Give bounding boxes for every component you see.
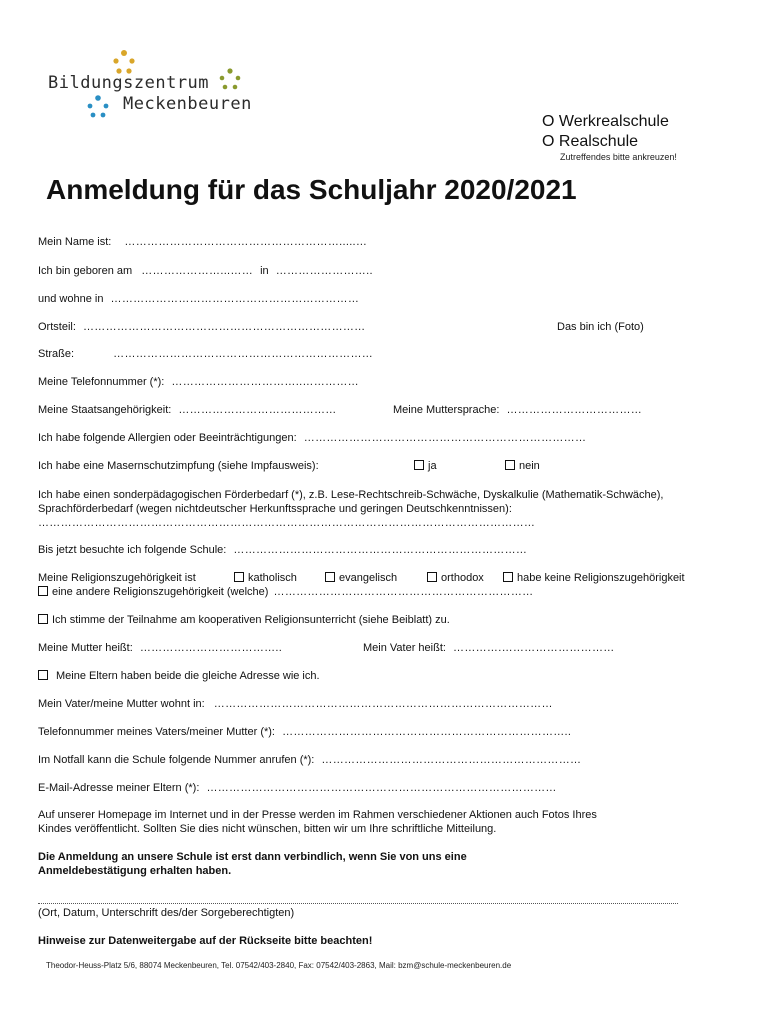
father-field[interactable]: ………….………………………… <box>453 642 615 654</box>
logo-figure-blue-icon <box>83 93 113 121</box>
name-label: Mein Name ist: <box>38 236 112 248</box>
religion-other-checkbox[interactable] <box>38 586 48 596</box>
street-field[interactable]: …………………………………………………………… <box>113 348 374 360</box>
religion-none-label: habe keine Religionszugehörigkeit <box>517 572 685 584</box>
father-label: Mein Vater heißt: <box>363 642 446 654</box>
data-notice: Hinweise zur Datenweitergabe auf der Rückseite bitte beachten! <box>38 935 373 947</box>
mother-tongue-label: Meine Muttersprache: <box>393 404 500 416</box>
district-field[interactable]: ………………………………………………………………… <box>82 321 366 333</box>
religion-other-label: eine andere Religionszugehörigkeit (welche) <box>52 586 269 598</box>
allergies-label: Ich habe folgende Allergien oder Beeinträchtigungen: <box>38 432 297 444</box>
logo-line1: Bildungszentrum <box>48 73 210 93</box>
coop-religion-checkbox[interactable] <box>38 614 48 624</box>
mother-label: Meine Mutter heißt: <box>38 642 133 654</box>
mother-tongue-row[interactable] <box>393 404 642 416</box>
phone-row[interactable] <box>38 376 359 388</box>
religion-protestant-label: evangelisch <box>339 572 398 584</box>
parent-phone-label: Telefonnummer meines Vaters/meiner Mutter (*): <box>38 726 275 738</box>
parent-phone-row[interactable] <box>38 726 571 738</box>
religion-other-option[interactable] <box>38 586 533 598</box>
religion-catholic-option[interactable] <box>234 572 297 584</box>
same-address-label: Meine Eltern haben beide die gleiche Adresse wie ich. <box>56 670 320 682</box>
logo-line2: Meckenbeuren <box>123 94 252 114</box>
coop-religion-option[interactable] <box>38 614 450 626</box>
special-needs-text: Ich habe einen sonderpädagogischen Förderbedarf (*), z.B. Lese-Rechtschreib-Schwäche, Dyskalkulie (Mathematik-Schwäche), Sprachförderbedarf (wegen nichtdeutscher Herkunftssprache und geringen Deutschkenntnissen): <box>38 489 664 515</box>
district-label: Ortsteil: <box>38 321 76 333</box>
birthdate-field[interactable]: …………………...…… <box>141 265 254 277</box>
signature-label: (Ort, Datum, Unterschrift des/der Sorgeberechtigten) <box>38 907 295 919</box>
street-label: Straße: <box>38 348 75 360</box>
email-row[interactable] <box>38 782 557 794</box>
parent-address-label: Mein Vater/meine Mutter wohnt in: <box>38 698 205 710</box>
religion-protestant-option[interactable] <box>325 572 397 584</box>
religion-none-checkbox[interactable] <box>503 572 513 582</box>
father-row[interactable] <box>363 642 615 654</box>
name-field[interactable]: ………………………………………………….....… <box>124 236 368 248</box>
religion-protestant-checkbox[interactable] <box>325 572 335 582</box>
previous-school-field[interactable]: …………………………………………………………………… <box>233 544 528 556</box>
logo-figure-olive-icon <box>216 66 244 92</box>
mother-tongue-field[interactable]: ……………………………… <box>506 404 643 416</box>
measles-no-checkbox[interactable] <box>505 460 515 470</box>
birth-row[interactable] <box>38 265 373 277</box>
photo-notice: Auf unserer Homepage im Internet und in der Presse werden im Rahmen verschiedener Aktionen auch Fotos Ihres Kindes veröffentlicht. Sollten Sie dies nicht wünschen, bitten wir um Ihre schriftliche Mitteilung. <box>38 809 597 835</box>
religion-none-option[interactable] <box>503 572 685 584</box>
parent-address-field[interactable]: ……………………………………………………………………………… <box>213 698 553 710</box>
measles-no-option[interactable] <box>505 460 540 472</box>
address-row[interactable] <box>38 293 359 305</box>
photo-label: Das bin ich (Foto) <box>557 321 644 333</box>
allergies-row[interactable] <box>38 432 586 444</box>
religion-catholic-checkbox[interactable] <box>234 572 244 582</box>
page-title: Anmeldung für das Schuljahr 2020/2021 <box>46 174 577 205</box>
measles-yes-label: ja <box>428 460 437 472</box>
religion-orthodox-option[interactable] <box>427 572 484 584</box>
option-hint: Zutreffendes bitte ankreuzen! <box>560 152 677 162</box>
same-address-checkbox[interactable] <box>38 670 48 680</box>
signature-line[interactable] <box>38 903 678 904</box>
address-field[interactable]: ………………………………………………………… <box>110 293 360 305</box>
name-row[interactable] <box>38 236 367 248</box>
binding-notice: Die Anmeldung an unsere Schule ist erst dann verbindlich, wenn Sie von uns eine Anmeldebestätigung erhalten haben. <box>38 851 467 877</box>
footer-address: Theodor-Heuss-Platz 5/6, 88074 Meckenbeuren, Tel. 07542/403-2840, Fax: 07542/403-2863, Mail: bzm@schule-meckenbeuren.de <box>46 961 512 970</box>
parent-address-row[interactable] <box>38 698 553 710</box>
measles-yes-option[interactable] <box>414 460 437 472</box>
nationality-field[interactable]: …………………………………… <box>178 404 337 416</box>
option-realschule[interactable]: O Realschule <box>542 133 639 150</box>
special-needs-field[interactable]: …………………………………………………………………………………………………………………… <box>38 517 536 529</box>
previous-school-label: Bis jetzt besuchte ich folgende Schule: <box>38 544 227 556</box>
same-address-option[interactable] <box>38 670 320 682</box>
measles-no-label: nein <box>519 460 540 472</box>
mother-row[interactable] <box>38 642 282 654</box>
birthplace-field[interactable]: …………………….. <box>275 265 373 277</box>
religion-label: Meine Religionszugehörigkeit ist <box>38 572 196 584</box>
emergency-row[interactable] <box>38 754 581 766</box>
option-werkrealschule[interactable]: O Werkrealschule <box>542 113 669 130</box>
coop-religion-label: Ich stimme der Teilnahme am kooperativen Religionsunterricht (siehe Beiblatt) zu. <box>52 614 450 626</box>
mother-field[interactable]: ……………………………….. <box>139 642 283 654</box>
parent-phone-field[interactable]: ………………………………………………………………….. <box>282 726 572 738</box>
religion-orthodox-label: orthodox <box>441 572 484 584</box>
district-row[interactable] <box>38 321 365 333</box>
emergency-field[interactable]: …………………………………………………………… <box>321 754 582 766</box>
religion-other-field[interactable]: …………………………………………………………… <box>273 586 534 598</box>
birthplace-label: in <box>260 265 269 277</box>
allergies-field[interactable]: ………………………………………………………………… <box>303 432 587 444</box>
email-label: E-Mail-Adresse meiner Eltern (*): <box>38 782 200 794</box>
emergency-label: Im Notfall kann die Schule folgende Nummer anrufen (*): <box>38 754 315 766</box>
measles-yes-checkbox[interactable] <box>414 460 424 470</box>
phone-label: Meine Telefonnummer (*): <box>38 376 165 388</box>
birth-label: Ich bin geboren am <box>38 265 133 277</box>
nationality-label: Meine Staatsangehörigkeit: <box>38 404 172 416</box>
religion-catholic-label: katholisch <box>248 572 297 584</box>
email-field[interactable]: ………………………………………………………………………………… <box>206 782 557 794</box>
nationality-row[interactable] <box>38 404 337 416</box>
phone-field[interactable]: ……………………………..…………… <box>171 376 359 388</box>
previous-school-row[interactable] <box>38 544 527 556</box>
street-row[interactable] <box>38 348 373 360</box>
measles-row <box>38 460 319 472</box>
religion-orthodox-checkbox[interactable] <box>427 572 437 582</box>
measles-label: Ich habe eine Masernschutzimpfung (siehe Impfausweis): <box>38 460 319 472</box>
address-label: und wohne in <box>38 293 104 305</box>
